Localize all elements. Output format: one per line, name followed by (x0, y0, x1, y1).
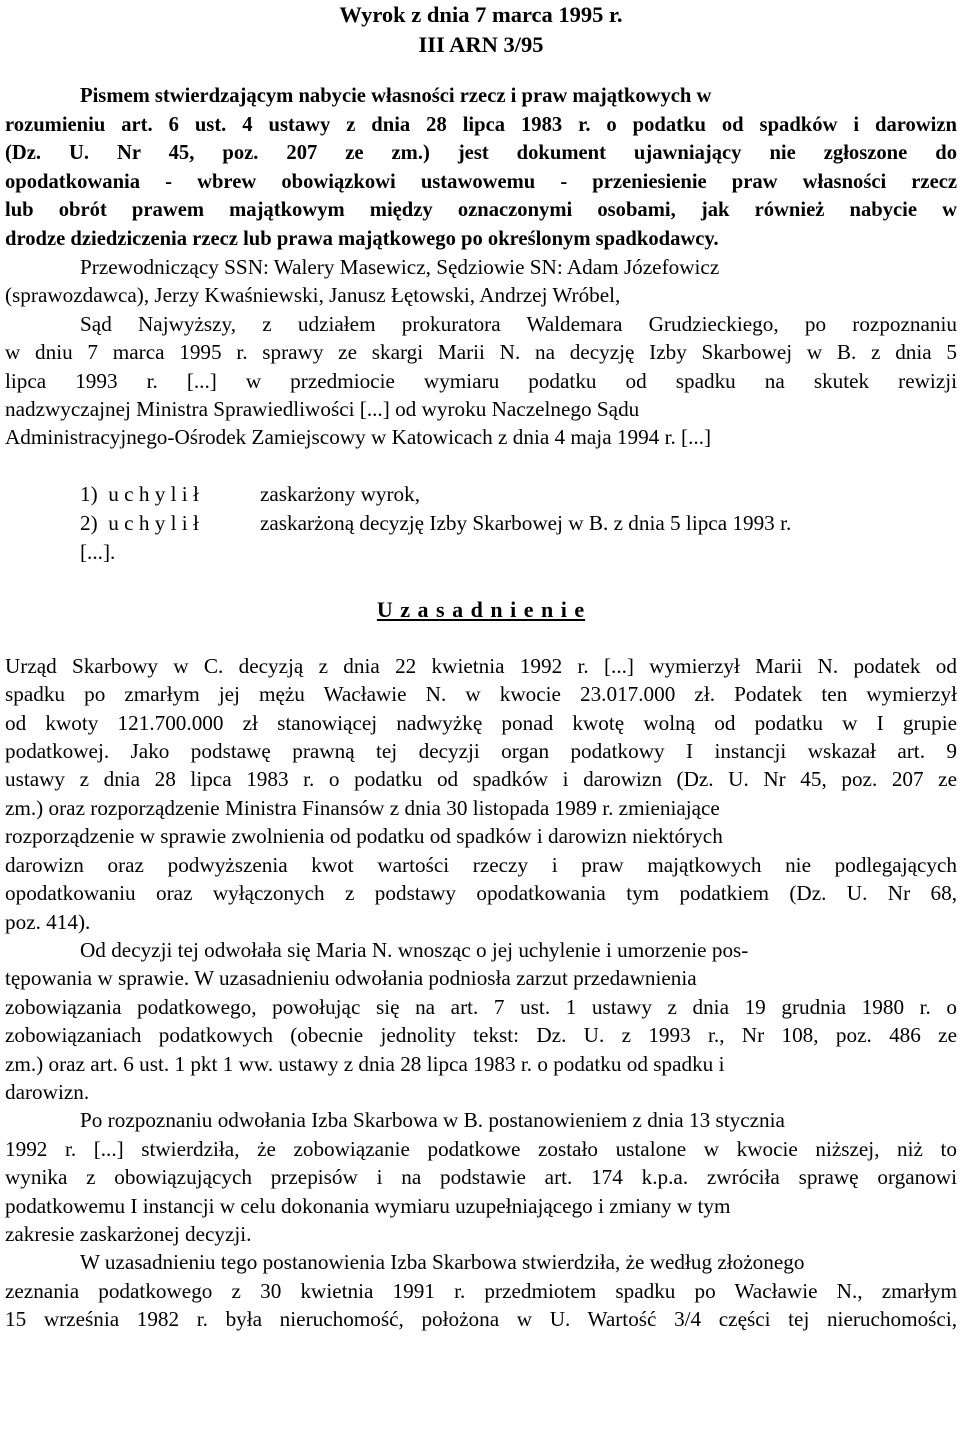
reasons-line: poz. 414). (5, 909, 91, 934)
verdict-list (5, 480, 957, 567)
reasons-line: rozporządzenie w sprawie zwolnienia od podatku od spadków i darowizn niektórych (5, 824, 723, 849)
reasons-line: darowizn. (5, 1079, 90, 1104)
thesis-paragraph (5, 82, 957, 253)
reasons-line: podatkowemu I instancji w celu dokonania wymiaru uzupełniającego i zmiany w tym (5, 1193, 731, 1218)
thesis-line: lub obrót prawem majątkowym między oznaczonymi osobami, jak również nabycie w (5, 199, 957, 221)
court-line: w dniu 7 marca 1995 r. sprawy ze skargi Marii N. na decyzję Izby Skarbowej w B. z dnia 5 (5, 340, 957, 365)
verdict-item-number: 1) u c h y l i ł (80, 481, 199, 506)
verdict-item-text: zaskarżoną decyzję Izby Skarbowej w B. z dnia 5 lipca 1993 r. (260, 510, 792, 535)
reasons-section (5, 652, 957, 1334)
reasons-paragraph (5, 1106, 957, 1248)
thesis-line: Pismem stwierdzającym nabycie własności rzecz i praw majątkowych w (80, 85, 712, 107)
court-line: Administracyjnego-Ośrodek Zamiejscowy w Katowicach z dnia 4 maja 1994 r. [...] (5, 425, 712, 450)
verdict-item (5, 509, 957, 538)
reasons-line: zeznania podatkowego z 30 kwietnia 1991 r. przedmiotem spadku po Wacławie N., zmarłym (5, 1278, 957, 1303)
reasons-line: zobowiązaniach podatkowych (obecnie jednolity tekst: Dz. U. z 1993 r., Nr 108, poz. 486 ze (5, 1023, 957, 1048)
reasons-line: Od decyzji tej odwołała się Maria N. wnosząc o jej uchylenie i umorzenie pos- (80, 937, 749, 962)
reasons-line: zakresie zaskarżonej decyzji. (5, 1221, 252, 1246)
case-number: III ARN 3/95 (418, 32, 544, 57)
verdict-item-text: zaskarżony wyrok, (260, 481, 421, 506)
verdict-item-number: 2) u c h y l i ł (80, 510, 199, 535)
court-line: lipca 1993 r. [...] w przedmiocie wymiaru podatku od spadku na skutek rewizji (5, 368, 957, 393)
reasons-line: Po rozpoznaniu odwołania Izba Skarbowa w B. postanowieniem z dnia 13 stycznia (80, 1108, 785, 1133)
reasons-line: darowizn oraz podwyższenia kwot wartości rzeczy i praw majątkowych nie podlegających (5, 852, 957, 877)
reasons-line: W uzasadnieniu tego postanowienia Izba Skarbowa stwierdziła, że według złożonego (80, 1250, 805, 1275)
reasons-line: 15 września 1982 r. była nieruchomość, położona w U. Wartość 3/4 części tej nieruchomości, (5, 1307, 957, 1332)
panel-line: (sprawozdawca), Jerzy Kwaśniewski, Janusz Łętowski, Andrzej Wróbel, (5, 283, 621, 308)
thesis-line: (Dz. U. Nr 45, poz. 207 ze zm.) jest dokument ujawniający nie zgłoszone do (5, 142, 957, 164)
reasons-line: spadku po zmarłym jej mężu Wacławie N. w kwocie 23.017.000 zł. Podatek ten wymierzył (5, 682, 957, 707)
reasons-line: Urząd Skarbowy w C. decyzją z dnia 22 kwietnia 1992 r. [...] wymierzył Marii N. podatek od (5, 653, 957, 678)
reasons-paragraph (5, 936, 957, 1106)
reasons-line: wynika z obowiązujących przepisów i na podstawie art. 174 k.p.a. zwróciła sprawę organowi (5, 1165, 957, 1190)
thesis-line: opodatkowania - wbrew obowiązkowi ustawowemu - przeniesienie praw własności rzecz (5, 170, 957, 193)
panel-line: Przewodniczący SSN: Walery Masewicz, Sędziowie SN: Adam Józefowicz (80, 255, 720, 279)
reasons-line: tępowania w sprawie. W uzasadnieniu odwołania podniosła zarzut przedawnienia (5, 966, 697, 991)
reasons-line: ustawy z dnia 28 lipca 1983 r. o podatku od spadków i darowizn (Dz. U. Nr 45, poz. 207 ze (5, 767, 957, 792)
panel-composition (5, 253, 957, 310)
reasons-line: zm.) oraz rozporządzenie Ministra Finansów z dnia 30 listopada 1989 r. zmieniające (5, 795, 720, 820)
reasons-line: zm.) oraz art. 6 ust. 1 pkt 1 ww. ustawy z dnia 28 lipca 1983 r. o podatku od spadku i (5, 1051, 725, 1076)
verdict-item (5, 480, 957, 509)
reasons-heading: U z a s a d n i e n i e (376, 596, 586, 622)
reasons-line: od kwoty 121.700.000 zł stanowiącej nadwyżkę ponad kwotę wolną od podatku w I grupie (5, 710, 957, 735)
reasons-line: podatkowej. Jako podstawę prawną tej decyzji organ podatkowy I instancji wskazał art. 9 (5, 739, 957, 764)
reasons-paragraph (5, 1248, 957, 1333)
reasons-line: 1992 r. [...] stwierdziła, że zobowiązanie podatkowe zostało ustalone w kwocie niższej, niż to (5, 1136, 957, 1161)
reasons-paragraph (5, 652, 957, 936)
court-line: Sąd Najwyższy, z udziałem prokuratora Waldemara Grudzieckiego, po rozpoznaniu (80, 311, 957, 336)
reasons-line: zobowiązania podatkowego, powołując się na art. 7 ust. 1 ustawy z dnia 19 grudnia 1980 r. o (5, 994, 957, 1019)
verdict-tail: [...]. (80, 539, 116, 564)
court-line: nadzwyczajnej Ministra Sprawiedliwości [...] od wyroku Naczelnego Sądu (5, 397, 640, 422)
thesis-line: rozumieniu art. 6 ust. 4 ustawy z dnia 28 lipca 1983 r. o podatku od spadków i darowizn (5, 113, 957, 136)
judgment-title: Wyrok z dnia 7 marca 1995 r. (339, 2, 623, 27)
thesis-line: drodze dziedziczenia rzecz lub prawa majątkowego po określonym spadkodawcy. (5, 227, 719, 250)
verdict-tail-row (5, 538, 957, 567)
court-intro (5, 310, 957, 452)
reasons-line: opodatkowaniu oraz wyłączonych z podstawy opodatkowania tym podatkiem (Dz. U. Nr 68, (5, 881, 957, 906)
document-page (5, 0, 957, 1334)
